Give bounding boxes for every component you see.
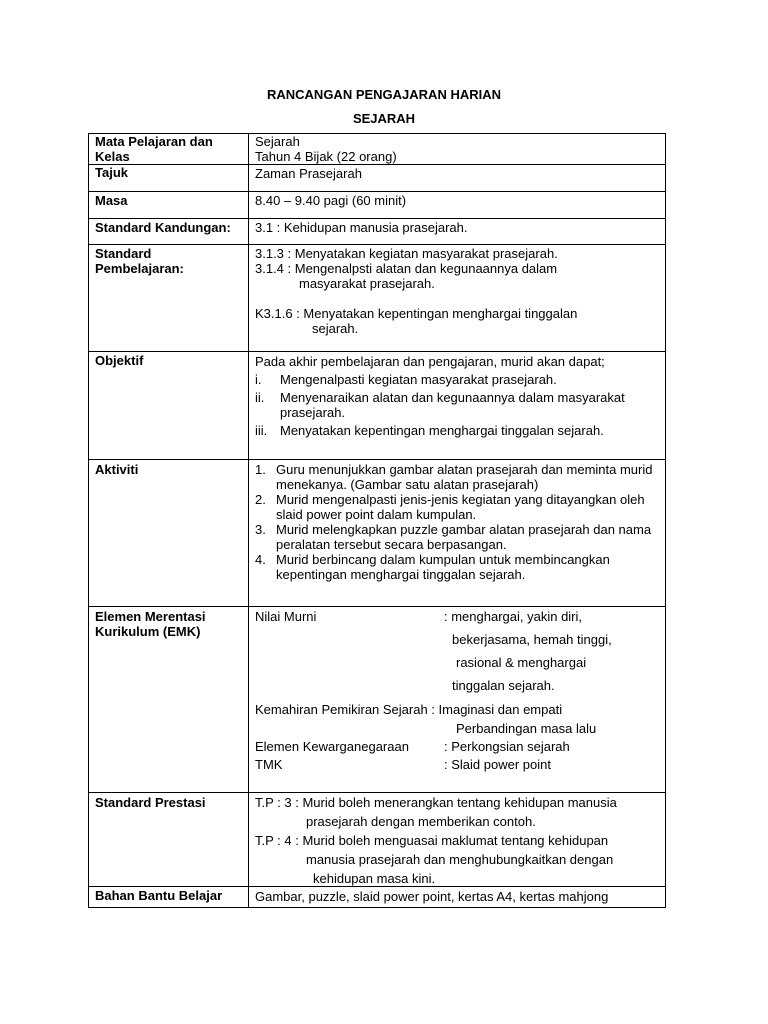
value-tajuk: Zaman Prasejarah — [249, 165, 666, 192]
emk-kemahiran-cont: Perbandingan masa lalu — [456, 721, 597, 736]
aktiviti-text: Murid mengenalpasti jenis-jenis kegiatan yang ditayangkan oleh slaid power point dalam kumpulan. — [276, 492, 645, 522]
value-aktiviti — [249, 460, 666, 607]
subject-heading: SEJARAH — [352, 111, 416, 126]
emk-tmk-val: : Slaid power point — [444, 757, 551, 772]
aktiviti-text: Murid berbincang dalam kumpulan untuk membincangkan kepentingan menghargai tinggalan sejarah. — [276, 552, 610, 582]
objektif-marker: ii. — [255, 390, 265, 405]
emk-kw-key: Elemen Kewarganegaraan — [255, 739, 409, 754]
aktiviti-item — [255, 552, 659, 582]
tp-3: T.P : 3 : Murid boleh menerangkan tentang kehidupan manusia — [255, 795, 617, 810]
label-aktiviti: Aktiviti — [89, 460, 249, 607]
label-standard-kandungan: Standard Kandungan: — [89, 219, 249, 245]
row-masa — [89, 192, 666, 219]
document-title: RANCANGAN PENGAJARAN HARIAN — [266, 87, 501, 102]
aktiviti-marker: 3. — [255, 522, 266, 537]
emk-nilai-v1: : menghargai, yakin diri, — [444, 609, 583, 624]
emk-nilai-v3: rasional & menghargai — [456, 655, 587, 670]
objektif-text: Menyatakan kepentingan menghargai tinggalan sejarah. — [280, 423, 604, 438]
tp-4: T.P : 4 : Murid boleh menguasai maklumat tentang kehidupan — [255, 833, 609, 848]
emk-tmk — [255, 757, 659, 772]
row-tajuk — [89, 165, 666, 192]
tp-3-cont: prasejarah dengan memberikan contoh. — [306, 814, 536, 829]
row-objektif — [89, 352, 666, 460]
class-name: Tahun 4 Bijak (22 orang) — [255, 149, 397, 164]
label-masa: Masa — [89, 192, 249, 219]
label-objektif: Objektif — [89, 352, 249, 460]
objektif-text: Menyenaraikan alatan dan kegunaannya dalam masyarakat prasejarah. — [280, 390, 625, 420]
label-tajuk: Tajuk — [89, 165, 249, 192]
objektif-item — [255, 390, 659, 420]
objektif-marker: iii. — [255, 423, 268, 438]
emk-kemahiran: Kemahiran Pemikiran Sejarah : Imaginasi dan empati — [255, 702, 563, 717]
label-standard-prestasi: Standard Prestasi — [89, 793, 249, 887]
emk-nilai-v2: bekerjasama, hemah tinggi, — [452, 632, 612, 647]
objektif-item — [255, 372, 659, 387]
sp-k3-1-6: K3.1.6 : Menyatakan kepentingan menghargai tinggalan — [255, 306, 578, 321]
aktiviti-marker: 2. — [255, 492, 266, 507]
row-standard-kandungan — [89, 219, 666, 245]
emk-nilai-key: Nilai Murni — [255, 609, 317, 624]
value-masa: 8.40 – 9.40 pagi (60 minit) — [249, 192, 666, 219]
row-standard-pembelajaran — [89, 245, 666, 352]
sp-3-1-4: 3.1.4 : Mengenalpsti alatan dan kegunaannya dalam — [255, 261, 558, 276]
objektif-intro: Pada akhir pembelajaran dan pengajaran, murid akan dapat; — [255, 354, 605, 369]
sp-3-1-4-cont: masyarakat prasejarah. — [299, 276, 435, 291]
value-emk — [249, 607, 666, 793]
value-objektif — [249, 352, 666, 460]
aktiviti-item — [255, 462, 659, 492]
label-emk: Elemen Merentasi Kurikulum (EMK) — [89, 607, 249, 793]
label-bahan: Bahan Bantu Belajar — [89, 887, 249, 908]
objektif-list — [255, 372, 659, 438]
emk-nilai-values — [444, 609, 659, 693]
aktiviti-marker: 1. — [255, 462, 266, 477]
value-standard-kandungan: 3.1 : Kehidupan manusia prasejarah. — [249, 219, 666, 245]
row-standard-prestasi — [89, 793, 666, 887]
objektif-item — [255, 423, 659, 438]
sp-k3-1-6-cont: sejarah. — [312, 321, 359, 336]
row-aktiviti — [89, 460, 666, 607]
row-mata-pelajaran — [89, 134, 666, 165]
label-mata-pelajaran: Mata Pelajaran dan Kelas — [89, 134, 249, 165]
emk-kw-val: : Perkongsian sejarah — [444, 739, 570, 754]
aktiviti-list — [255, 462, 659, 582]
emk-tmk-key: TMK — [255, 757, 283, 772]
value-bahan: Gambar, puzzle, slaid power point, kertas A4, kertas mahjong — [249, 887, 666, 908]
value-standard-pembelajaran — [249, 245, 666, 352]
row-emk — [89, 607, 666, 793]
objektif-text: Mengenalpasti kegiatan masyarakat prasejarah. — [280, 372, 557, 387]
aktiviti-text: Guru menunjukkan gambar alatan prasejarah dan meminta murid menekanya. (Gambar satu alatan prasejarah) — [276, 462, 653, 492]
sp-3-1-3: 3.1.3 : Menyatakan kegiatan masyarakat prasejarah. — [255, 246, 558, 261]
tp-4-cont: manusia prasejarah dan menghubungkaitkan dengan — [306, 852, 614, 867]
emk-nilai-murni — [255, 609, 659, 693]
emk-kewarganegaraan — [255, 739, 659, 754]
aktiviti-marker: 4. — [255, 552, 266, 567]
subject-name: Sejarah — [255, 134, 300, 149]
aktiviti-item — [255, 492, 659, 522]
objektif-marker: i. — [255, 372, 262, 387]
label-standard-pembelajaran: Standard Pembelajaran: — [89, 245, 249, 352]
value-standard-prestasi — [249, 793, 666, 887]
lesson-plan-table — [88, 133, 666, 908]
aktiviti-item — [255, 522, 659, 552]
row-bahan-bantu-belajar — [89, 887, 666, 908]
tp-4-cont2: kehidupan masa kini. — [313, 871, 436, 886]
emk-nilai-v4: tinggalan sejarah. — [452, 678, 555, 693]
aktiviti-text: Murid melengkapkan puzzle gambar alatan prasejarah dan nama peralatan tersebut secara berpasangan. — [276, 522, 652, 552]
value-mata-pelajaran — [249, 134, 666, 165]
